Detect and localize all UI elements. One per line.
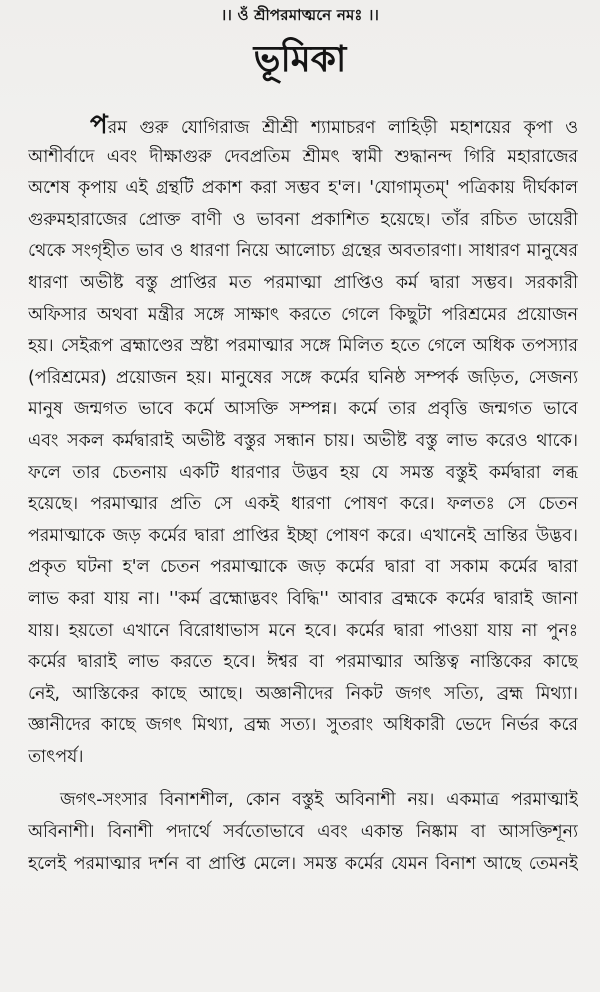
paragraph-1-line-2: আশীর্বাদে এবং দীক্ষাগুরু দেবপ্রতিম শ্রীমৎ স্বামী শুদ্ধানন্দ গিরি মহারাজের	[28, 146, 578, 167]
paragraph-1-line-9: (পরিশ্রমের) প্রয়োজন হয়। মানুষের সঙ্গে কর্মের ঘনিষ্ঠ সম্পর্ক জড়িত, সেজন্য	[28, 367, 578, 388]
page-heading: ভূমিকা	[253, 39, 347, 80]
paragraph-1-line-19: নেই, আস্তিকের কাছে আছে। অজ্ঞানীদের নিকট জগৎ সত্যি, ব্রহ্ম মিথ্যা।	[28, 683, 578, 704]
paragraph-2-line-1: জগৎ-সংসার বিনাশশীল, কোন বস্তুই অবিনাশী নয়। একমাত্র পরমাত্মাই	[60, 790, 578, 811]
dropcap-letter: প	[90, 110, 108, 140]
paragraph-1-line-7: অফিসার অথবা মন্ত্রীর সঙ্গে সাক্ষাৎ করতে গেলে কিছুটা পরিশ্রমের প্রয়োজন	[28, 304, 578, 325]
paragraph-1-line-3: অশেষ কৃপায় এই গ্রন্থটি প্রকাশ করা সম্ভব হ'ল। 'যোগামৃতম্' পত্রিকায় দীর্ঘকাল	[28, 178, 578, 199]
paragraph-1-line-15: প্রকৃত ঘটনা হ'ল চেতন পরমাত্মাকে জড় কর্মের দ্বারা বা সকাম কর্মের দ্বারা	[28, 557, 578, 578]
paragraph-1-line-14: পরমাত্মাকে জড় কর্মের দ্বারা প্রাপ্তির ইচ্ছা পোষণ করে। এখানেই ভ্রান্তির উদ্ভব।	[28, 525, 578, 546]
body-text	[28, 110, 578, 880]
paragraph-1-line-1	[28, 110, 578, 142]
paragraph-1-line-17: যায়। হয়তো এখানে বিরোধাভাস মনে হবে। কর্মের দ্বারা পাওয়া যায় না পুনঃ	[28, 620, 578, 641]
paragraph-1-line-12: ফলে তার চেতনায় একটি ধারণার উদ্ভব হয় যে সমস্ত বস্তুই কর্মদ্বারা লব্ধ	[28, 462, 578, 483]
paragraph-1-line-6: ধারণা অভীষ্ট বস্তু প্রাপ্তির মত পরমাত্মা প্রাপ্তিও কর্ম দ্বারা সম্ভব। সরকারী	[28, 272, 578, 293]
paragraph-2-line-3: হলেই পরমাত্মার দর্শন বা প্রাপ্তি মেলে। সমস্ত কর্মের যেমন বিনাশ আছে তেমনই	[28, 853, 578, 874]
paragraph-1-line-18: কর্মের দ্বারাই লাভ করতে হবে। ঈশ্বর বা পরমাত্মার অস্তিত্ব নাস্তিকের কাছে	[28, 652, 578, 673]
paragraph-1-line-13: হয়েছে। পরমাত্মার প্রতি সে একই ধারণা পোষণ করে। ফলতঃ সে চেতন	[28, 494, 578, 515]
paragraph-1-line-16: লাভ করা যায় না। ''কর্ম ব্রহ্মোদ্ভবং বিদ্ধি'' আবার ব্রহ্মকে কর্মের দ্বারাই জানা	[28, 588, 578, 609]
paragraph-1-line-8: হয়। সেইরূপ ব্রহ্মাণ্ডের স্রষ্টা পরমাত্মার সঙ্গে মিলিত হতে গেলে অধিক তপস্যার	[28, 336, 578, 357]
paragraph-1-line-20: জ্ঞানীদের কাছে জগৎ মিথ্যা, ব্রহ্ম সত্য। সুতরাং অধিকারী ভেদে নির্ভর করে	[28, 715, 578, 736]
invocation-line: ।। ওঁ শ্রীপরমাত্মনে নমঃ ।।	[220, 6, 380, 24]
paragraph-gap	[28, 773, 578, 785]
paragraph-1-line-1-text: রম গুরু যোগিরাজ শ্রীশ্রী শ্যামাচরণ লাহিড়ী মহাশয়ের কৃপা ও	[107, 118, 578, 138]
paragraph-1-line-4: গুরুমহারাজের প্রোক্ত বাণী ও ভাবনা প্রকাশিত হয়েছে। তাঁর রচিত ডায়েরী	[28, 209, 578, 230]
paragraph-1-line-10: মানুষ জন্মগত ভাবে কর্মে আসক্তি সম্পন্ন। কর্মে তার প্রবৃত্তি জন্মগত ভাবে	[28, 399, 578, 420]
paragraph-1-line-21: তাৎপর্য।	[28, 746, 84, 767]
paragraph-1-line-11: এবং সকল কর্মদ্বারাই অভীষ্ট বস্তুর সন্ধান চায়। অভীষ্ট বস্তু লাভ করেও থাকে।	[28, 430, 578, 451]
paragraph-1-line-5: থেকে সংগৃহীত ভাব ও ধারণা নিয়ে আলোচ্য গ্রন্থের অবতারণা। সাধারণ মানুষের	[28, 241, 578, 262]
paragraph-2-line-2: অবিনাশী। বিনাশী পদার্থে সর্বতোভাবে এবং একান্ত নিষ্কাম বা আসক্তিশূন্য	[28, 822, 578, 843]
